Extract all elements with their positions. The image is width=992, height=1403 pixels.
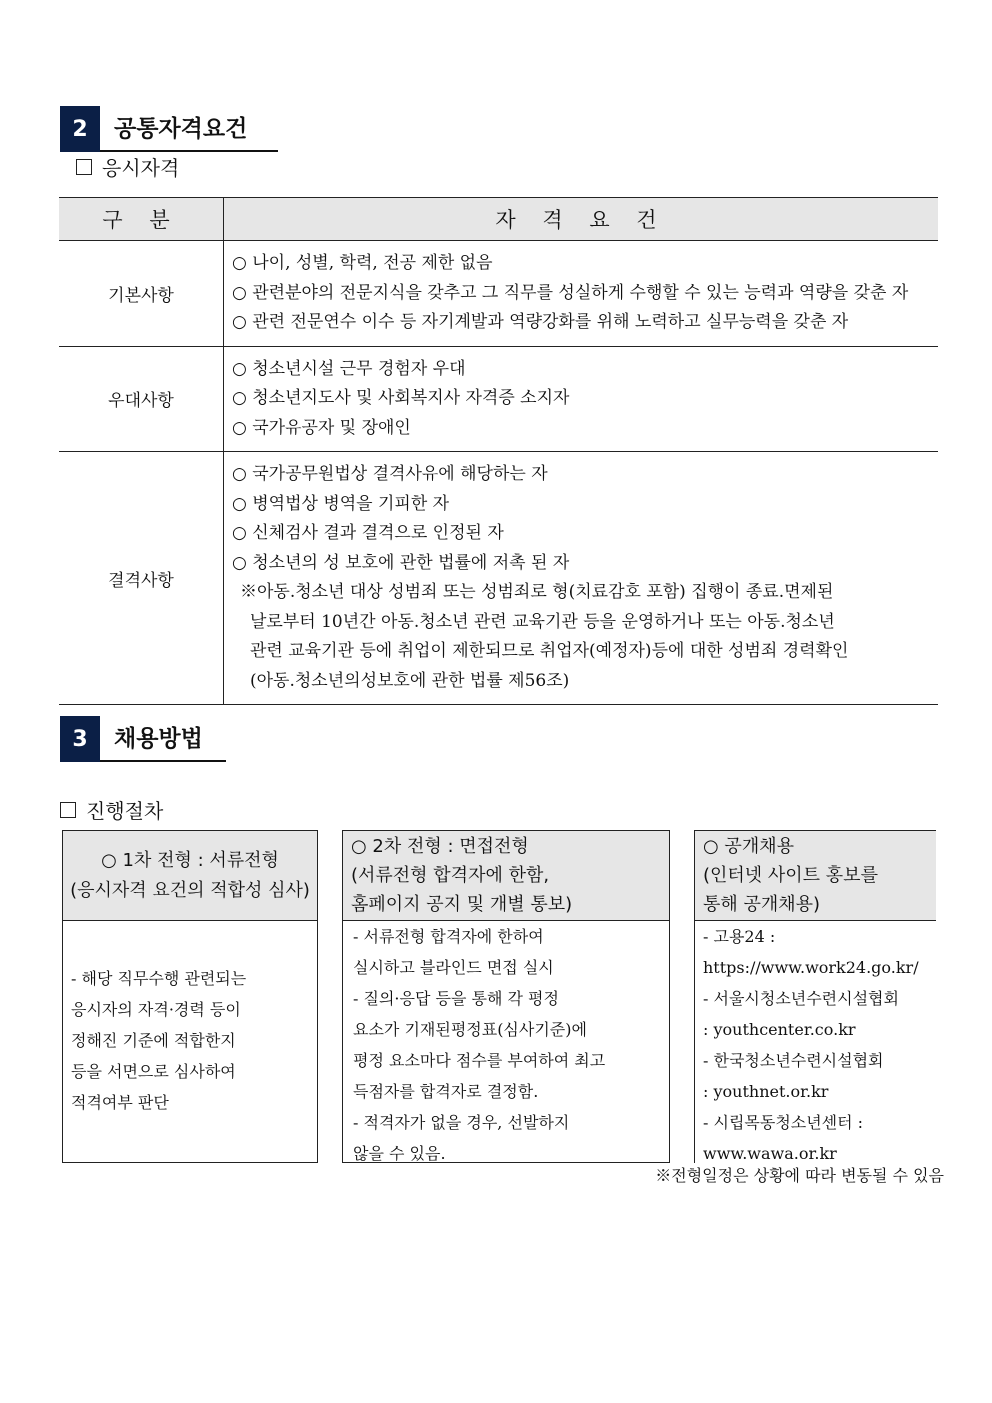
note-text: (아동.청소년의성보호에 관한 법률 제56조) [250,670,570,691]
step-subtitle: (서류전형 합격자에 한함, [351,865,550,886]
subsection-heading [60,795,163,824]
step-title: ○ 1차 전형 : 서류전형 [101,850,279,871]
process-step-3-header [694,830,936,921]
schedule-footnote: ※전형일정은 상황에 따라 변동될 수 있음 [655,1166,944,1185]
list-item: ○ 국가유공자 및 장애인 [232,417,411,438]
subsection-title: 응시자격 [102,156,180,180]
process-step-3-body [694,921,936,1163]
step-line: - 적격자가 없을 경우, 선발하지 [353,1113,570,1132]
step-line: 적격여부 판단 [71,1093,169,1112]
list-item: ○ 관련 전문연수 이수 등 자기계발과 역량강화를 위해 노력하고 실무능력을 갖춘 자 [232,312,849,332]
table-row [59,346,938,452]
step-line: 요소가 기재된평정표(심사기준)에 [353,1020,587,1039]
table-row [59,241,938,347]
step-subtitle: 통해 공개채용) [703,894,821,915]
table-header-row [59,198,938,241]
row-label: 우대사항 [59,346,224,452]
list-item: ○ 관련분야의 전문지식을 갖추고 그 직무를 성실하게 수행할 수 있는 능력과 역량을 갖춘 자 [232,282,909,303]
step-line: 평정 요소마다 점수를 부여하여 최고 [353,1051,606,1070]
step-line: - 시립목동청소년센터 : [703,1113,864,1132]
step-line: https://www.work24.go.kr/ [703,958,919,977]
step-line: 실시하고 블라인드 면접 실시 [353,958,554,977]
row-content [224,241,939,347]
step-line: 득점자를 합격자로 결정함. [353,1082,539,1101]
step-line: www.wawa.or.kr [703,1144,837,1163]
checkbox-square-icon [76,159,92,175]
row-label: 기본사항 [59,241,224,347]
table-row [59,452,938,705]
checkbox-square-icon [60,802,76,818]
process-step-1-body [62,921,318,1163]
step-line: : youthcenter.co.kr [703,1020,856,1039]
step-line: - 한국청소년수련시설협회 [703,1051,884,1070]
row-content [224,346,939,452]
process-step-1-header [62,830,318,921]
section-2-heading [60,106,278,152]
row-content [224,452,939,705]
note-text: 관련 교육기관 등에 취업이 제한되므로 취업자(예정자)등에 대한 성범죄 경력확인 [250,641,849,661]
subsection-title: 진행절차 [86,799,164,823]
row-label: 결격사항 [59,452,224,705]
list-item: ○ 병역법상 병역을 기피한 자 [232,493,450,514]
step-title: ○ 2차 전형 : 면접전형 [351,836,529,857]
header-requirements: 자 격 요 건 [224,198,939,241]
section-number: 3 [60,716,100,762]
step-line: 않을 수 있음. [353,1144,446,1163]
step-subtitle: 홈페이지 공지 및 개별 통보) [351,894,573,915]
step-subtitle: (응시자격 요건의 적합성 심사) [70,880,310,901]
step-line: 응시자의 자격·경력 등이 [71,1000,241,1019]
process-step-2-header [342,830,670,921]
section-3-heading [60,716,226,762]
section-title: 공통자격요건 [100,106,278,152]
list-item: ○ 청소년지도사 및 사회복지사 자격증 소지자 [232,388,570,408]
step-line: - 서류전형 합격자에 한하여 [353,927,544,946]
step-title: ○ 공개채용 [703,836,794,857]
step-line: 정해진 기준에 적합한지 [71,1031,236,1050]
step-line: - 서울시청소년수련시설협회 [703,989,899,1008]
step-subtitle: (인터넷 사이트 홍보를 [703,865,878,886]
section-title: 채용방법 [100,716,226,762]
process-step-2-body [342,921,670,1163]
step-line: - 고용24 : [703,927,776,946]
step-line: - 해당 직무수행 관련되는 [71,969,247,988]
list-item: ○ 신체검사 결과 결격으로 인정된 자 [232,523,504,543]
list-item: ○ 국가공무원법상 결격사유에 해당하는 자 [232,464,548,484]
step-line: : youthnet.or.kr [703,1082,829,1101]
header-category: 구 분 [59,198,224,241]
list-item: ○ 청소년시설 근무 경험자 우대 [232,358,466,379]
note-text: 날로부터 10년간 아동.청소년 관련 교육기관 등을 운영하거나 또는 아동.청소년 [250,611,835,632]
step-line: - 질의·응답 등을 통해 각 평정 [353,989,559,1008]
note-text: ※아동.청소년 대상 성범죄 또는 성범죄로 형(치료감호 포함) 집행이 종료.면제된 [240,582,834,602]
section-number: 2 [60,106,100,152]
qualification-table [59,197,938,705]
list-item: ○ 청소년의 성 보호에 관한 법률에 저촉 된 자 [232,552,570,573]
step-line: 등을 서면으로 심사하여 [71,1062,236,1081]
list-item: ○ 나이, 성별, 학력, 전공 제한 없음 [232,253,493,273]
subsection-heading [76,152,179,181]
